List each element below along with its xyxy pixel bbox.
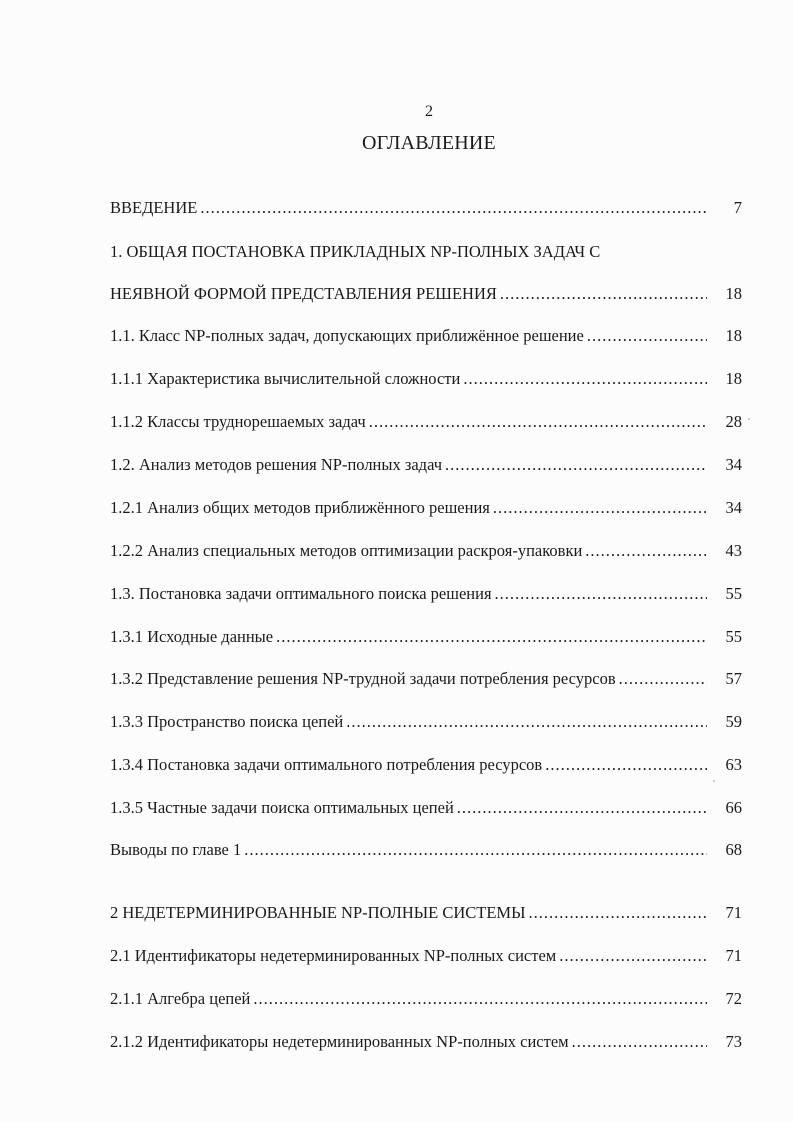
toc-entry[interactable] xyxy=(110,1030,742,1054)
toc-entry-label: Выводы по главе 1 xyxy=(110,840,242,859)
toc-entry-page: 18 xyxy=(725,284,742,303)
toc-entry-label: ВВЕДЕНИЕ xyxy=(110,198,198,217)
toc-entry-page: 57 xyxy=(725,669,742,688)
toc-entry-label: 2.1.1 Алгебра цепей xyxy=(110,989,251,1008)
toc-entry-page: 7 xyxy=(733,198,742,217)
toc-dot-leader xyxy=(572,1030,707,1054)
toc-dot-leader xyxy=(587,324,707,348)
toc-dot-leader xyxy=(457,796,707,820)
toc-dot-leader xyxy=(276,625,707,649)
toc-entry[interactable] xyxy=(110,240,742,264)
toc-dot-leader xyxy=(529,901,708,925)
toc-entry-label: 1.2.1 Анализ общих методов приближённого решения xyxy=(110,498,490,517)
toc-entry-label: 1.3.1 Исходные данные xyxy=(110,627,274,646)
toc-entry[interactable] xyxy=(110,582,742,606)
toc-entry[interactable] xyxy=(110,667,742,691)
toc-dot-leader xyxy=(369,410,707,434)
toc-entry[interactable] xyxy=(110,901,742,925)
scan-speck xyxy=(748,418,750,420)
toc-entry[interactable] xyxy=(110,324,742,348)
toc-entry-label: 1. ОБЩАЯ ПОСТАНОВКА ПРИКЛАДНЫХ NP-ПОЛНЫХ ЗАДАЧ С xyxy=(110,242,601,261)
toc-entry-page: 55 xyxy=(725,584,742,603)
toc-entry[interactable] xyxy=(110,282,742,306)
toc-entry[interactable] xyxy=(110,625,742,649)
scan-speck xyxy=(713,780,715,782)
toc-entry-page: 18 xyxy=(725,369,742,388)
toc-entry-page: 63 xyxy=(725,755,742,774)
toc-entry-page: 68 xyxy=(725,840,742,859)
toc-dot-leader xyxy=(585,539,707,563)
toc-entry-label: 1.3.4 Постановка задачи оптимального потребления ресурсов xyxy=(110,755,543,774)
toc-dot-leader xyxy=(500,282,707,306)
toc-entry-label: 1.3. Постановка задачи оптимального поиска решения xyxy=(110,584,492,603)
toc-entry-page: 28 xyxy=(725,412,742,431)
toc-entry-page: 43 xyxy=(725,541,742,560)
page-number: 2 xyxy=(425,103,433,120)
toc-dot-leader xyxy=(463,367,707,391)
page-title: ОГЛАВЛЕНИЕ xyxy=(362,132,496,154)
toc-entry-page: 71 xyxy=(725,946,742,965)
toc-dot-leader xyxy=(619,667,707,691)
toc-entry-label: 1.3.3 Пространство поиска цепей xyxy=(110,712,344,731)
toc-dot-leader xyxy=(493,496,707,520)
toc-entry[interactable] xyxy=(110,987,742,1011)
toc-entry-page: 71 xyxy=(725,903,742,922)
toc-dot-leader xyxy=(559,944,707,968)
toc-entry[interactable] xyxy=(110,453,742,477)
toc-entry-label: 1.2. Анализ методов решения NP-полных задач xyxy=(110,455,443,474)
toc-entry-page: 73 xyxy=(725,1032,742,1051)
toc-dot-leader xyxy=(545,753,707,777)
toc-entry[interactable] xyxy=(110,496,742,520)
toc-entry-label: 1.1. Класс NP-полных задач, допускающих приближённое решение xyxy=(110,326,584,345)
toc-entry[interactable] xyxy=(110,944,742,968)
toc-dot-leader xyxy=(244,838,707,862)
toc-entry[interactable] xyxy=(110,796,742,820)
toc-entry-label: 2 НЕДЕТЕРМИНИРОВАННЫЕ NP-ПОЛНЫЕ СИСТЕМЫ xyxy=(110,903,526,922)
toc-entry-label: 1.2.2 Анализ специальных методов оптимизации раскроя-упаковки xyxy=(110,541,583,560)
toc-entry-page: 59 xyxy=(725,712,742,731)
toc-entry-page: 55 xyxy=(725,627,742,646)
toc-entry[interactable] xyxy=(110,196,742,220)
toc-dot-leader xyxy=(346,710,707,734)
toc-dot-leader xyxy=(253,987,707,1011)
toc-entry-label: 1.1.1 Характеристика вычислительной сложности xyxy=(110,369,461,388)
toc-dot-leader xyxy=(445,453,707,477)
toc-entry[interactable] xyxy=(110,539,742,563)
toc-entry-page: 72 xyxy=(725,989,742,1008)
toc-entry-label: НЕЯВНОЙ ФОРМОЙ ПРЕДСТАВЛЕНИЯ РЕШЕНИЯ xyxy=(110,284,497,303)
toc-entry-page: 34 xyxy=(725,455,742,474)
toc-entry[interactable] xyxy=(110,410,742,434)
toc-entry-label: 1.3.2 Представление решения NP-трудной задачи потребления ресурсов xyxy=(110,669,616,688)
toc-entry[interactable] xyxy=(110,367,742,391)
toc-entry-label: 1.1.2 Классы труднорешаемых задач xyxy=(110,412,366,431)
toc-dot-leader xyxy=(200,196,707,220)
toc-entry-page: 18 xyxy=(725,326,742,345)
toc-dot-leader xyxy=(495,582,707,606)
toc-entry-page: 34 xyxy=(725,498,742,517)
toc-entry-label: 1.3.5 Частные задачи поиска оптимальных цепей xyxy=(110,798,454,817)
toc-entry-page: 66 xyxy=(725,798,742,817)
toc-entry-label: 2.1.2 Идентификаторы недетерминированных NP-полных систем xyxy=(110,1032,569,1051)
toc-entry-label: 2.1 Идентификаторы недетерминированных NP-полных систем xyxy=(110,946,557,965)
toc-entry[interactable] xyxy=(110,710,742,734)
toc-entry[interactable] xyxy=(110,753,742,777)
toc-entry[interactable] xyxy=(110,838,742,862)
